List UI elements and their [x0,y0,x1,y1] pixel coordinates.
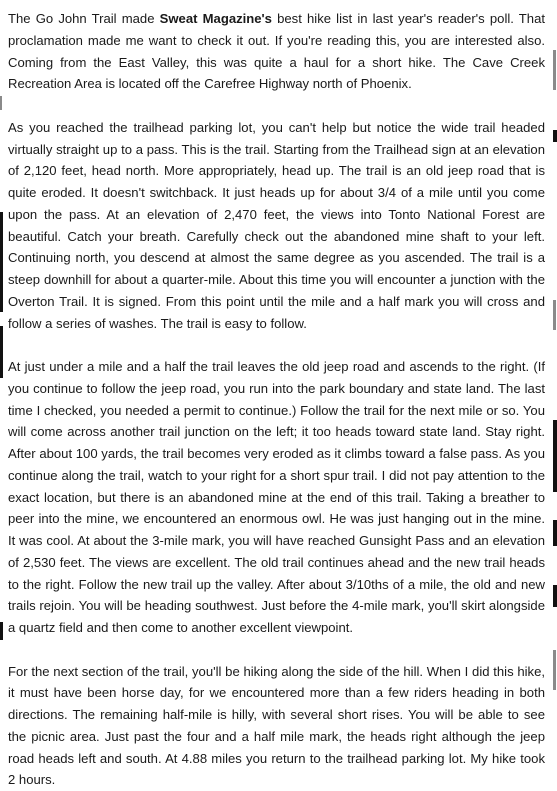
edge-artifact-right-2 [553,130,557,142]
edge-artifact-right-7 [553,650,556,690]
paragraph-intro [8,8,545,95]
edge-artifact-left-2 [0,326,3,378]
edge-artifact-right-1 [553,50,556,90]
paragraph-trailhead: As you reached the trailhead parking lot, you can't help but notice the wide trail headed virtually straight up to a pass. This is the trail. Starting from the Trailhead sign at an elevation of 2,120 feet, head north. More appropriately, head up. The trail is an old jeep road that is quite eroded. It doesn't switchback. It just heads up for about 3/4 of a mile until you come upon the pass. At an elevation of 2,470 feet, the views into Tonto National Forest are beautiful. Catch your breath. Carefully check out the abandoned mine shaft to your left. Continuing north, you descend at almost the same degree as you ascended. The trail is a steep downhill for about a quarter-mile. About this time you will encounter a junction with the Overton Trail. It is signed. From this point until the mile and a half mark you will cross and follow a series of washes. The trail is easy to follow. [8,117,545,335]
edge-artifact-right-5 [553,520,557,546]
intro-text-start: The Go John Trail made [8,11,160,26]
magazine-name: Sweat Magazine's [160,11,272,26]
paragraph-return: For the next section of the trail, you'll be hiking along the side of the hill. When I did this hike, it must have been horse day, for we encountered more than a few riders heading in both directions. The remaining half-mile is hilly, with several short rises. You will be able to see the picnic area. Just past the four and a half mile mark, the heads right although the jeep road heads left and south. At 4.88 miles you return to the trailhead parking lot. My hike took 2 hours. [8,661,545,791]
edge-artifact-right-6 [553,585,557,607]
paragraph-gunsight-pass: At just under a mile and a half the trail leaves the old jeep road and ascends to the right. (If you continue to follow the jeep road, you run into the park boundary and state land. The last time I checked, you needed a permit to continue.) Follow the trail for the next mile or so. You will come across another trail junction on the left; it too heads toward state land. Stay right. After about 100 yards, the trail becomes very eroded as it climbs toward a false pass. As you continue along the trail, watch to your right for a short spur trail. I did not pay attention to the exact location, but there is an abandoned mine at the end of this trail. Taking a breather to peer into the mine, we encountered an enormous owl. He was just hanging out in the mine. It was cool. At about the 3-mile mark, you will have reached Gunsight Pass and an elevation of 2,530 feet. The views are excellent. The old trail continues ahead and the new trail heads to the right. Follow the new trail up the valley. After about 3/10ths of a mile, the old and new trails rejoin. You will be heading southwest. Just before the 4-mile mark, you'll skirt alongside a quartz field and then come to another excellent viewpoint. [8,356,545,639]
edge-artifact-left-4 [0,96,2,110]
edge-artifact-left-3 [0,622,3,640]
edge-artifact-right-3 [553,300,556,330]
edge-artifact-left-1 [0,212,3,312]
article-body [8,8,545,791]
intro-text-end: best hike list in last year's reader's poll. That proclamation made me want to check it out. If you're reading this, you are interested also. Coming from the East Valley, this was quite a haul for a short hike. The Cave Creek Recreation Area is located off the Carefree Highway north of Phoenix. [8,11,545,91]
edge-artifact-right-4 [553,420,557,492]
